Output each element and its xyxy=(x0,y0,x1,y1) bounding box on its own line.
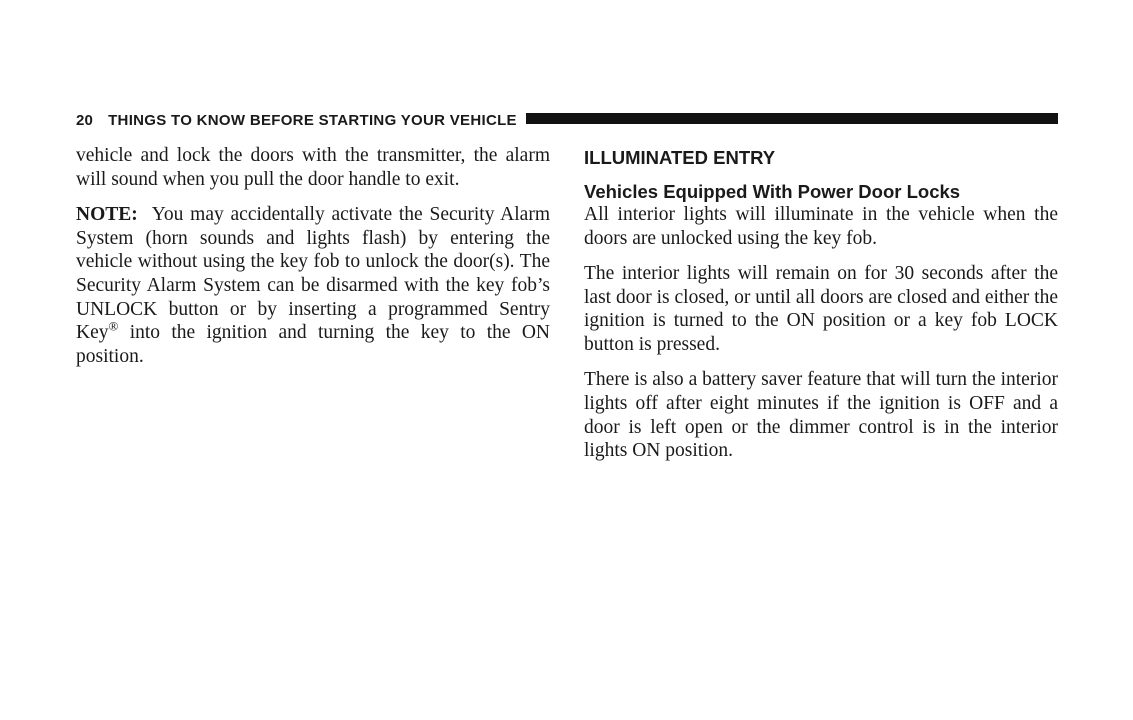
note-label: NOTE: xyxy=(76,203,138,225)
page-number: 20 xyxy=(76,111,94,129)
header-rule xyxy=(526,113,1058,124)
page-header xyxy=(76,108,1058,132)
power-door-locks-subheading: Vehicles Equipped With Power Door Locks xyxy=(584,181,961,202)
note-text-a: You may accidentally activate the Security Alarm System (horn sounds and lights flash) by entering the vehicle without using the key fob to unlock the door(s). The Security Alarm System can be disarmed with the key fob’s UNLOCK button or by inserting a programmed Sentry Key xyxy=(76,203,550,344)
paragraph-continued: vehicle and lock the doors with the transmitter, the alarm will sound when you pull the door handle to exit. xyxy=(76,145,550,190)
paragraph-3: There is also a battery saver feature that will turn the interior lights off after eight minutes if the ignition is OFF and a door is left open or the dimmer control is in the interior lights ON position. xyxy=(584,369,1058,462)
note-paragraph xyxy=(76,203,550,369)
illuminated-entry-heading: ILLUMINATED ENTRY xyxy=(584,147,776,168)
registered-mark: ® xyxy=(108,318,119,334)
left-column xyxy=(76,144,550,380)
right-column xyxy=(584,144,1058,475)
paragraph-2: The interior lights will remain on for 30 seconds after the last door is closed, or until all doors are closed and either the ignition is turned to the ON position or a key fob LOCK button is pressed. xyxy=(584,262,1058,356)
section-title: THINGS TO KNOW BEFORE STARTING YOUR VEHICLE xyxy=(108,111,517,129)
paragraph-1: All interior lights will illuminate in the vehicle when the doors are unlocked using the key fob. xyxy=(584,204,1058,249)
note-text-b: into the ignition and turning the key to the ON position. xyxy=(76,322,550,368)
